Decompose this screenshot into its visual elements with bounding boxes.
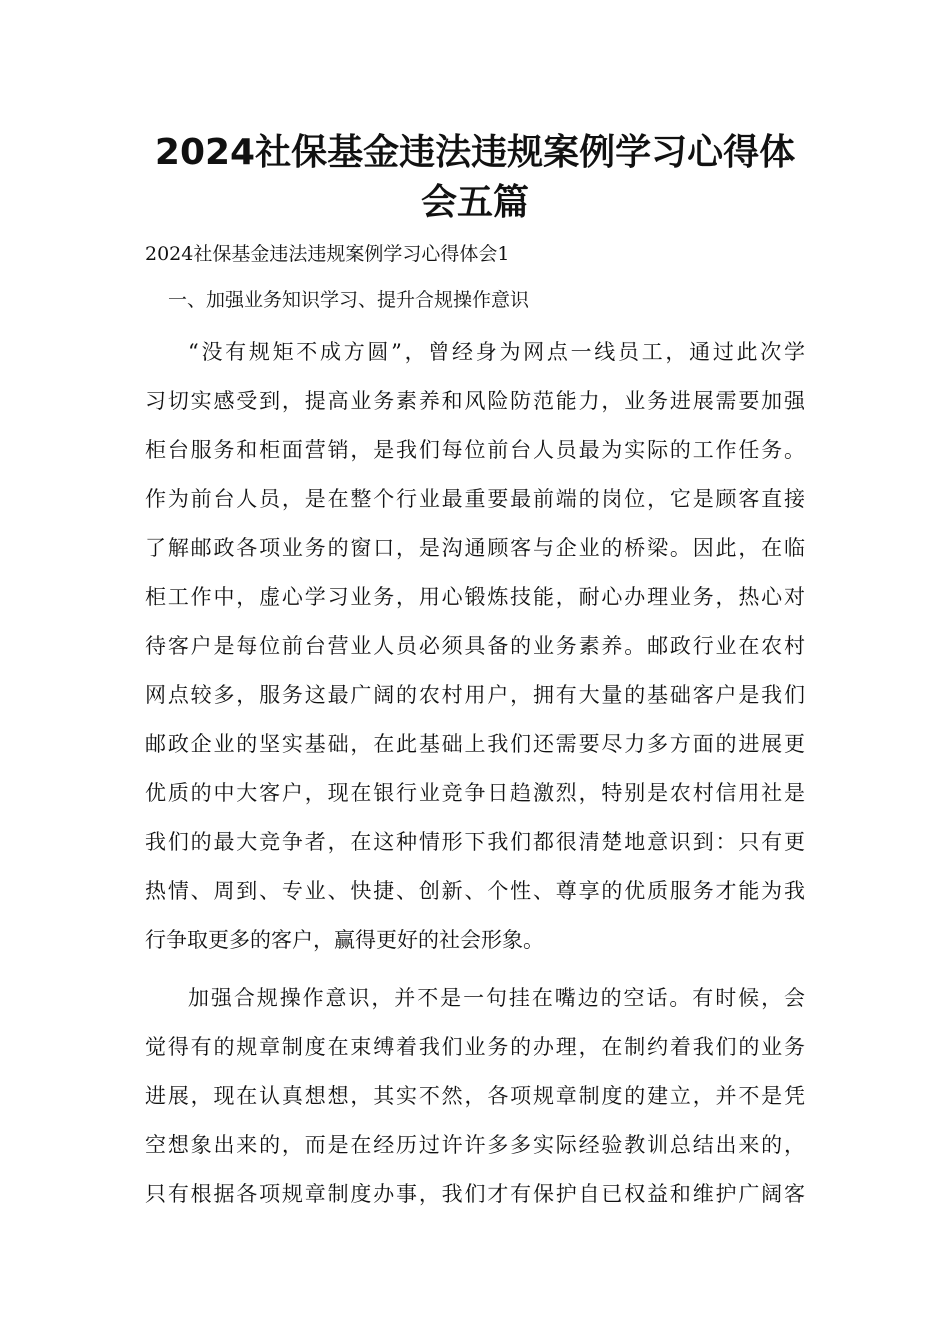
paragraph-1-line: 热情、周到、专业、快捷、创新、个性、尊享的优质服务才能为我 xyxy=(145,879,805,903)
section-heading: 一、加强业务知识学习、提升合规操作意识 xyxy=(168,289,530,311)
title-line-2: 会五篇 xyxy=(420,182,529,223)
paragraph-1-line: 待客户是每位前台营业人员必须具备的业务素养。邮政行业在农村 xyxy=(145,634,805,658)
document-subtitle: 2024社保基金违法违规案例学习心得体会1 xyxy=(145,243,510,265)
paragraph-2-line: 加强合规操作意识，并不是一句挂在嘴边的空话。有时候，会 xyxy=(188,986,805,1010)
paragraph-1-line: 柜工作中，虚心学习业务，用心锻炼技能，耐心办理业务，热心对 xyxy=(145,585,805,609)
document-title xyxy=(140,128,810,228)
paragraph-1-line: “没有规矩不成方圆”，曾经身为网点一线员工，通过此次学 xyxy=(188,340,805,364)
paragraph-1-line: 作为前台人员，是在整个行业最重要最前端的岗位，它是顾客直接 xyxy=(145,487,805,511)
paragraph-1-line: 邮政企业的坚实基础，在此基础上我们还需要尽力多方面的进展更 xyxy=(145,732,805,756)
paragraph-1-line: 网点较多，服务这最广阔的农村用户，拥有大量的基础客户是我们 xyxy=(145,683,805,707)
paragraph-1-line: 柜台服务和柜面营销，是我们每位前台人员最为实际的工作任务。 xyxy=(145,438,805,462)
paragraph-2-line: 只有根据各项规章制度办事，我们才有保护自已权益和维护广阔客 xyxy=(145,1182,805,1206)
paragraph-2-line: 进展，现在认真想想，其实不然，各项规章制度的建立，并不是凭 xyxy=(145,1084,805,1108)
paragraph-1-line: 了解邮政各项业务的窗口，是沟通顾客与企业的桥梁。因此，在临 xyxy=(145,536,805,560)
paragraph-1-line: 我们的最大竞争者，在这种情形下我们都很清楚地意识到：只有更 xyxy=(145,830,805,854)
paragraph-1-line: 优质的中大客户，现在银行业竞争日趋激烈，特别是农村信用社是 xyxy=(145,781,805,805)
paragraph-2-line: 空想象出来的，而是在经历过许许多多实际经验教训总结出来的， xyxy=(145,1133,805,1157)
paragraph-1-line: 习切实感受到，提高业务素养和风险防范能力，业务进展需要加强 xyxy=(145,389,805,413)
paragraph-1-line: 行争取更多的客户，赢得更好的社会形象。 xyxy=(145,928,544,952)
title-line-1: 2024社保基金违法违规案例学习心得体 xyxy=(154,132,796,173)
paragraph-2-line: 觉得有的规章制度在束缚着我们业务的办理，在制约着我们的业务 xyxy=(145,1035,805,1059)
